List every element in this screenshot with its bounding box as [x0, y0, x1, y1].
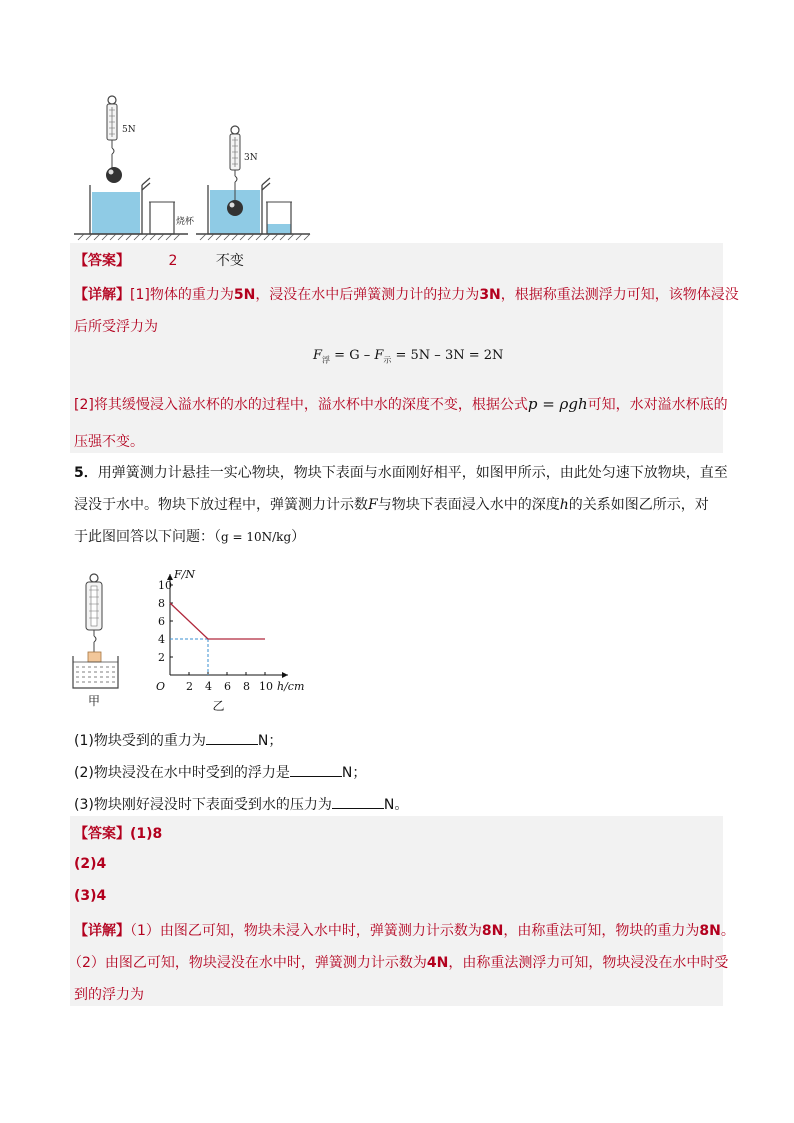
- y-axis-label: F/N: [174, 568, 195, 581]
- q4-formula: $F_浮 = G - F_示 = 5N - 3N = 2N$: [313, 348, 504, 365]
- x-tick-label: 4: [205, 680, 212, 693]
- water-left: [92, 192, 140, 234]
- y-tick-label: 2: [158, 651, 165, 664]
- beaker-label: 烧杯: [176, 217, 195, 227]
- x-tick-label: 10: [259, 680, 273, 693]
- q5-answer-line-3: (3)4: [74, 888, 107, 904]
- q5-detail-line-3: 到的浮力为: [74, 987, 144, 1003]
- q4-answer-line: [74, 250, 244, 270]
- answer-2: 不变: [215, 253, 244, 269]
- q5-detail-line-2: （2）由图乙可知，物块浸没在水中时，弹簧测力计示数为4N，由称重法测浮力可知，物块浸没在水中时受: [68, 955, 729, 971]
- x-axis-label: h/cm: [277, 680, 305, 693]
- origin-label: O: [156, 680, 166, 693]
- q5-answer-line-1: 【答案】(1)8: [74, 826, 163, 842]
- spring-scale-right: [230, 126, 240, 182]
- question-number: 5．: [74, 465, 98, 481]
- caption-jia: 甲: [88, 694, 101, 708]
- x-tick-label: 8: [243, 680, 250, 693]
- x-tick-label: 2: [186, 680, 193, 693]
- q4-detail-line-1: 【详解】[1]物体的重力为5N，浸没在水中后弹簧测力计的拉力为3N，根据称重法测浮力可知，该物体浸没: [74, 287, 739, 303]
- answer-blank-3[interactable]: [332, 796, 384, 809]
- y-tick-label: 4: [158, 633, 165, 646]
- ball-left: [106, 167, 122, 183]
- answer-1: 2: [168, 253, 178, 269]
- detail-label: 【详解】: [74, 287, 130, 303]
- q4-detail-line-4: 压强不变。: [74, 434, 144, 450]
- detail-label-5: 【详解】: [74, 923, 130, 939]
- ball-right: [227, 200, 243, 216]
- q5-answer-line-2: (2)4: [74, 856, 107, 872]
- answer-blank-2[interactable]: [290, 764, 342, 777]
- q5-stem-line-1: 5．用弹簧测力计悬挂一实心物块，物块下表面与水面刚好相平，如图甲所示，由此处匀速下放物块，直至: [74, 465, 728, 481]
- reading-left: 5N: [122, 125, 136, 135]
- y-tick-label: 10: [158, 579, 172, 592]
- q5-sub-3: (3)物块刚好浸没时下表面受到水的压力为 N。: [74, 797, 409, 813]
- q5-stem-line-3: 于此图回答以下问题：（g = 10N/kg）: [74, 529, 306, 545]
- answer-label: 【答案】: [74, 253, 130, 269]
- spring-scale-left: [107, 96, 117, 168]
- answer-label-5: 【答案】: [74, 826, 130, 842]
- figure-jia: [70, 570, 130, 710]
- series-line: [170, 603, 265, 639]
- q4-detail-line-3: [2]将其缓慢浸入溢水杯的水的过程中，溢水杯中水的深度不变，根据公式p = ρgh可知，水对溢水杯底的: [74, 395, 728, 413]
- answer-blank-1[interactable]: [206, 732, 258, 745]
- block: [88, 652, 101, 662]
- q4-apparatus-figure: [70, 92, 320, 242]
- q5-stem-line-2: 浸没于水中。物块下放过程中，弹簧测力计示数F与物块下表面浸入水中的深度h的关系如图乙所示，对: [74, 497, 709, 513]
- reading-right: 3N: [244, 153, 258, 163]
- x-axis-arrow: [282, 672, 288, 678]
- figure-yi-chart: [140, 555, 325, 715]
- y-tick-label: 8: [158, 597, 165, 610]
- q4-detail-line-2: 后所受浮力为: [74, 319, 158, 335]
- q5-answer-block: [70, 816, 723, 1006]
- q5-sub-2: (2)物块浸没在水中时受到的浮力是 N；: [74, 765, 367, 781]
- y-tick-label: 6: [158, 615, 165, 628]
- beaker-left: [150, 202, 174, 234]
- caption-yi: 乙: [212, 699, 225, 713]
- x-tick-label: 6: [224, 680, 231, 693]
- q5-detail-line-1: 【详解】（1）由图乙可知，物块未浸入水中时，弹簧测力计示数为8N，由称重法可知，物块的重力为8N。: [74, 923, 735, 939]
- q5-sub-1: (1)物块受到的重力为 N；: [74, 733, 283, 749]
